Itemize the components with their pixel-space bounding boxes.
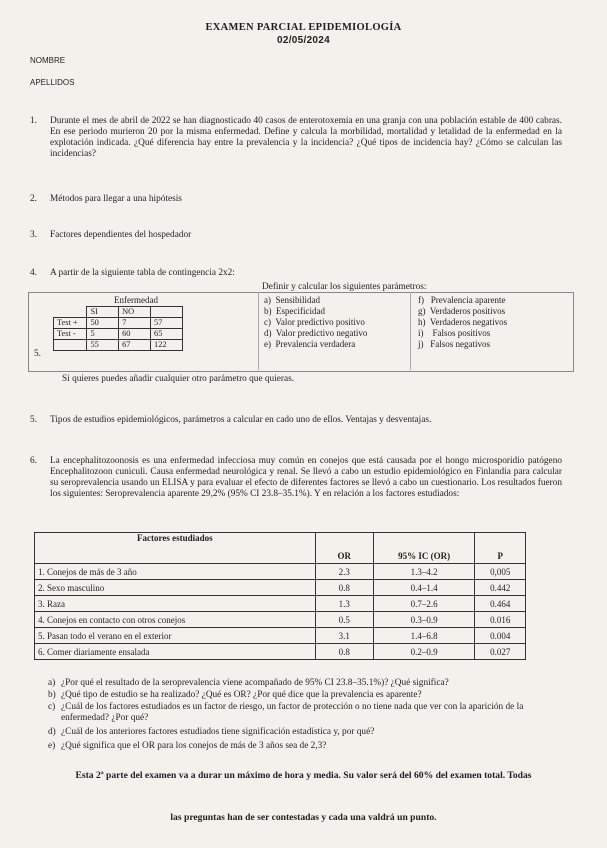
or-cell: 0.5: [315, 612, 373, 628]
table-cell: [151, 307, 183, 318]
p-cell: 0.004: [475, 628, 526, 644]
table-row: [54, 318, 183, 329]
contingency-table: [53, 306, 183, 351]
footer-line-1: Esta 2ª parte del examen va a durar un máximo de hora y media. Su valor será del 60% del examen total. Todas: [75, 770, 532, 781]
define-params-label: Definir y calcular los siguientes parámetros:: [262, 282, 427, 292]
table-cell: [475, 533, 526, 549]
question-text: Factores dependientes del hospedador: [50, 230, 192, 240]
side-number: 5.: [34, 349, 41, 359]
ci-cell: 0.3–0.9: [373, 612, 475, 628]
table-row: [35, 596, 526, 612]
param-item: c) Valor predictivo positivo: [264, 317, 365, 327]
factor-cell: 5. Pasan todo el verano en el exterior: [35, 628, 316, 644]
params-right: [418, 295, 507, 350]
question-text: La encephalitozoonosis es una enfermedad infecciosa muy común en conejos que está causada por el hongo microsporidio patógeno Encephalitozoon cuniculi. Causa enfermedad neurológica y renal. Se llevó a cabo un estudio epidemiológico en Finlandia para calcular su seroprevalencia usando un ELISA y para evaluar el efecto de diferentes factores se llevó a cabo un cuestionario. Los resultados fueron los siguientes: Seroprevalencia aparente 29,2% (95% CI 23.8–35.1%). Y en relación a los factores estudiados:: [50, 456, 562, 499]
exam-date: 02/05/2024: [276, 35, 331, 46]
param-item: e) Prevalencia verdadera: [264, 339, 356, 349]
col-p: P: [475, 548, 526, 564]
ci-cell: 1.4–6.8: [373, 628, 475, 644]
question-text: Durante el mes de abril de 2022 se han diagnosticado 40 casos de enterotoxemia en una granja con una población estable de 400 cabras. En ese periodo murieron 20 por la misma enfermedad. Define y calcula la morbilidad, mortalidad y letalidad de la enfermedad en la explotación indicada. ¿Qué diferencia hay entre la prevalencia y la incidencia? ¿Qué tipos de incidencia hay? ¿Cómo se calculan las incidencias?: [50, 116, 562, 159]
question-number: 2.: [30, 194, 37, 204]
apellidos-label: APELLIDOS: [30, 78, 75, 87]
table-row: [54, 307, 183, 318]
param-item: g) Verdaderos positivos: [418, 306, 506, 316]
table-cell: 122: [151, 340, 183, 351]
ci-cell: 1.3–4.2: [373, 564, 475, 580]
table-cell: 7: [119, 318, 151, 329]
table-cell: 57: [151, 318, 183, 329]
question-text: A partir de la siguiente tabla de contingencia 2x2:: [50, 268, 235, 278]
subquestion-e: e) ¿Qué significa que el OR para los conejos de más de 3 años sea de 2,3?: [48, 741, 327, 751]
ci-cell: 0.7–2.6: [373, 596, 475, 612]
param-item: a) Sensibilidad: [264, 295, 320, 305]
p-cell: 0.442: [475, 580, 526, 596]
param-item: j) Falsos negativos: [418, 339, 490, 349]
table-cell: Test +: [54, 318, 87, 329]
factor-cell: 1. Conejos de más de 3 año: [35, 564, 316, 580]
table-cell: [373, 533, 475, 549]
param-item: h) Verdaderos negativos: [418, 317, 508, 327]
table-row: [35, 644, 526, 660]
param-item: f) Prevalencia aparente: [418, 295, 506, 305]
subquestion-b: b) ¿Qué tipo de estudio se ha realizado? ¿Qué es OR? ¿Por qué dice que la prevalencia es aparente?: [48, 690, 422, 700]
ci-cell: 0.2–0.9: [373, 644, 475, 660]
subquestion-a: a) ¿Por qué el resultado de la seroprevalencia viene acompañado de 95% CI 23.8–35.1%)? ¿Qué significa?: [48, 678, 449, 688]
col-ci: 95% IC (OR): [373, 548, 475, 564]
subquestion-c: c) ¿Cuál de los factores estudiados es un factor de riesgo, un factor de protección o no tiene nada que ver con la aparición de la enfermedad? ¿Por qué?: [48, 702, 524, 723]
factor-cell: 6. Comer diariamente ensalada: [35, 644, 316, 660]
question-number: 3.: [30, 230, 37, 240]
p-cell: 0.027: [475, 644, 526, 660]
table-cell: [54, 307, 87, 318]
footer-line-2: las preguntas han de ser contestadas y cada una valdrá un punto.: [170, 812, 437, 823]
question-number: 5.: [30, 415, 37, 425]
table-cell: 55: [87, 340, 119, 351]
subquestion-d: d) ¿Cuál de los anteriores factores estudiados tiene significación estadística y, por qué?: [48, 727, 375, 737]
table-row: [35, 564, 526, 580]
table-header-si: SI: [87, 307, 119, 318]
question-2: [30, 194, 562, 205]
table-row: [54, 329, 183, 340]
table-row: [35, 580, 526, 596]
question-1: [30, 116, 562, 160]
question-number: 1.: [30, 116, 37, 126]
table-row: [35, 612, 526, 628]
table-cell: 5: [87, 329, 119, 340]
factor-cell: 4. Conejos en contacto con otros conejos: [35, 612, 316, 628]
exam-title: EXAMEN PARCIAL EPIDEMIOLOGÍA: [205, 22, 402, 33]
table-cell: 65: [151, 329, 183, 340]
params-left: [264, 295, 367, 350]
question-5: [30, 415, 562, 426]
question-text: Métodos para llegar a una hipótesis: [50, 194, 182, 204]
question-number: 4.: [30, 268, 37, 278]
question-3: [30, 230, 562, 241]
table-row: [35, 628, 526, 644]
table-cell: 50: [87, 318, 119, 329]
enfermedad-header: Enfermedad: [114, 295, 158, 305]
table-header-row: [35, 533, 526, 549]
extra-param-note: Si quieres puedes añadir cualquier otro parámetro que quieras.: [62, 374, 295, 384]
table-row: [54, 340, 183, 351]
nombre-label: NOMBRE: [30, 56, 66, 65]
table-cell: [54, 340, 87, 351]
p-cell: 0.464: [475, 596, 526, 612]
or-cell: 2.3: [315, 564, 373, 580]
table-header-no: NO: [119, 307, 151, 318]
factor-cell: 2. Sexo masculino: [35, 580, 316, 596]
param-item: i) Falsos positivos: [418, 328, 491, 338]
table-cell: [315, 533, 373, 549]
ci-cell: 0.4–1.4: [373, 580, 475, 596]
table-cell: 60: [119, 329, 151, 340]
factor-cell: 3. Raza: [35, 596, 316, 612]
question-text: Tipos de estudios epidemiológicos, parámetros a calcular en cado uno de ellos. Ventajas y desventajas.: [50, 415, 432, 425]
question-4: [30, 268, 562, 279]
table-cell: 67: [119, 340, 151, 351]
param-item: d) Valor predictivo negativo: [264, 328, 368, 338]
table-cell: Test -: [54, 329, 87, 340]
or-cell: 3.1: [315, 628, 373, 644]
divider: [258, 292, 259, 370]
or-cell: 0.8: [315, 644, 373, 660]
divider: [410, 292, 411, 370]
question-number: 6.: [30, 456, 37, 466]
question-6: [30, 456, 562, 500]
factors-title: Factores estudiados: [35, 533, 316, 564]
or-cell: 0.8: [315, 580, 373, 596]
p-cell: 0.016: [475, 612, 526, 628]
col-or: OR: [315, 548, 373, 564]
p-cell: 0,005: [475, 564, 526, 580]
or-cell: 1.3: [315, 596, 373, 612]
factors-table: [34, 532, 526, 660]
param-item: b) Especificidad: [264, 306, 325, 316]
